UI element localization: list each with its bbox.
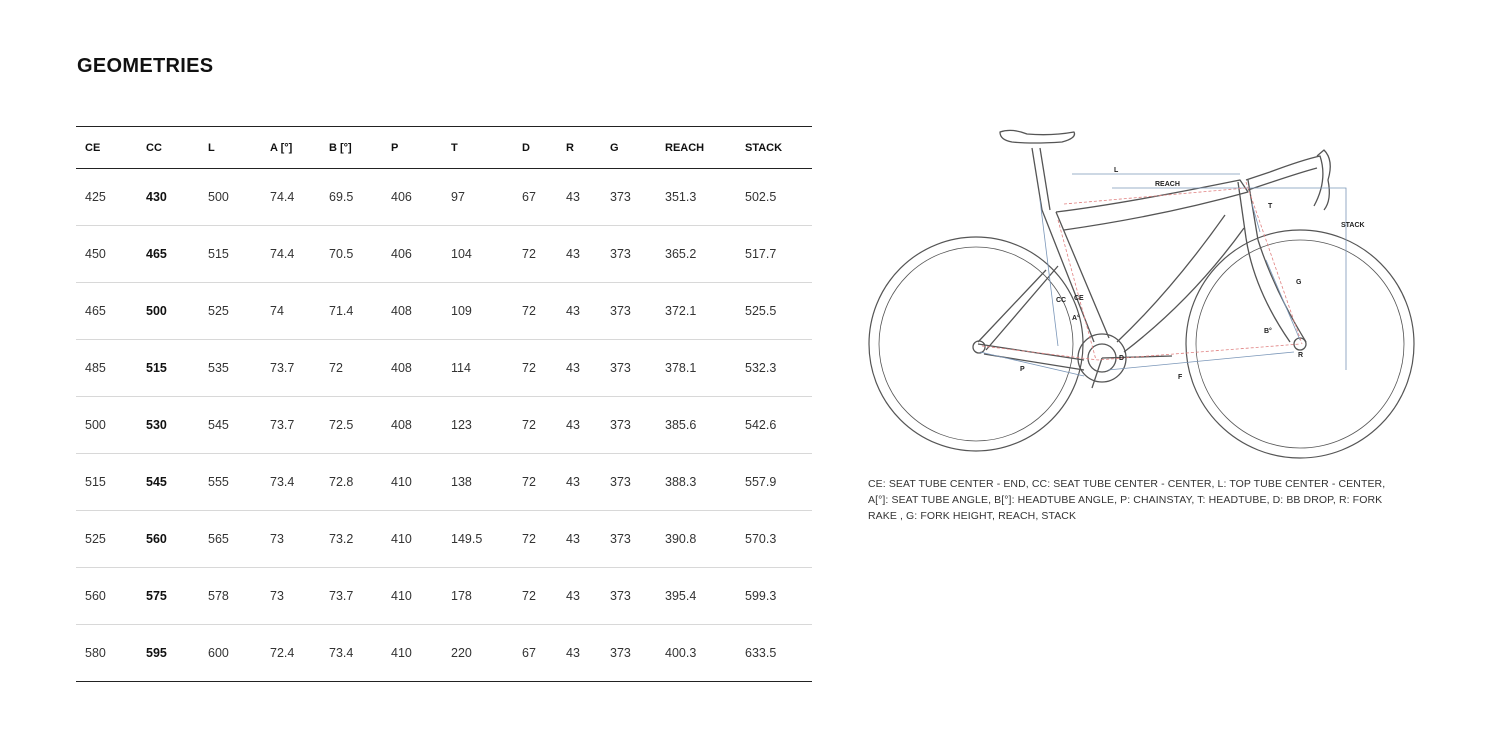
cell-cc: 515 (146, 361, 167, 375)
cell-b: 73.7 (329, 589, 354, 603)
cell-cc: 500 (146, 304, 167, 318)
cell-p: 408 (391, 418, 412, 432)
cell-cc: 430 (146, 190, 167, 204)
cell-stack: 542.6 (745, 418, 777, 432)
cell-b: 73.4 (329, 646, 354, 660)
cell-ce: 450 (85, 247, 106, 261)
cell-t: 97 (451, 190, 465, 204)
label-cc: CC (1056, 297, 1067, 304)
cell-ce: 485 (85, 361, 106, 375)
cell-cc: 465 (146, 247, 167, 261)
cell-r: 43 (566, 532, 580, 546)
cell-b: 72.5 (329, 418, 354, 432)
cell-p: 406 (391, 190, 412, 204)
cell-a: 73 (270, 532, 284, 546)
cell-d: 72 (522, 418, 536, 432)
cell-ce: 425 (85, 190, 106, 204)
cell-stack: 525.5 (745, 304, 777, 318)
cell-cc: 575 (146, 589, 167, 603)
table-header-row (76, 127, 812, 169)
cell-cc: 595 (146, 646, 167, 660)
label-reach: REACH (1155, 181, 1180, 188)
cell-ce: 525 (85, 532, 106, 546)
cell-r: 43 (566, 361, 580, 375)
cell-p: 408 (391, 361, 412, 375)
table-row (76, 568, 812, 625)
cell-cc: 560 (146, 532, 167, 546)
cell-p: 410 (391, 589, 412, 603)
cell-reach: 388.3 (665, 475, 697, 489)
table-row (76, 340, 812, 397)
cell-a: 73.7 (270, 418, 295, 432)
cell-r: 43 (566, 418, 580, 432)
label-f: F (1178, 374, 1183, 381)
cell-ce: 580 (85, 646, 106, 660)
cell-p: 410 (391, 532, 412, 546)
cell-reach: 351.3 (665, 190, 697, 204)
cell-l: 525 (208, 304, 229, 318)
table-row (76, 283, 812, 340)
table-row (76, 625, 812, 682)
front-wheel (1186, 230, 1414, 458)
cell-ce: 465 (85, 304, 106, 318)
cell-l: 500 (208, 190, 229, 204)
cell-t: 109 (451, 304, 472, 318)
diagram-labels (1020, 167, 1365, 381)
col-header-d: D (513, 127, 557, 169)
cell-r: 43 (566, 247, 580, 261)
label-r: R (1298, 352, 1304, 359)
col-header-a: A [°] (261, 127, 320, 169)
cell-a: 74.4 (270, 247, 295, 261)
cell-ce: 515 (85, 475, 106, 489)
rear-wheel (869, 237, 1083, 451)
label-d: D (1119, 355, 1125, 362)
cell-d: 72 (522, 304, 536, 318)
cell-a: 73.7 (270, 361, 295, 375)
cell-d: 67 (522, 190, 536, 204)
col-header-cc: CC (137, 127, 199, 169)
page-title: GEOMETRIES (77, 55, 214, 77)
cell-g: 373 (610, 361, 631, 375)
cell-r: 43 (566, 646, 580, 660)
col-header-t: T (442, 127, 513, 169)
cell-g: 373 (610, 418, 631, 432)
bike-geometry-diagram (862, 120, 1422, 465)
cell-reach: 390.8 (665, 532, 697, 546)
table-row (76, 511, 812, 568)
col-header-g: G (601, 127, 656, 169)
cell-stack: 532.3 (745, 361, 777, 375)
cell-cc: 545 (146, 475, 167, 489)
cell-stack: 570.3 (745, 532, 777, 546)
cell-g: 373 (610, 532, 631, 546)
cell-d: 72 (522, 247, 536, 261)
cell-l: 600 (208, 646, 229, 660)
cell-a: 74 (270, 304, 284, 318)
cell-l: 535 (208, 361, 229, 375)
cell-b: 72 (329, 361, 343, 375)
cell-r: 43 (566, 589, 580, 603)
cell-reach: 378.1 (665, 361, 697, 375)
cell-reach: 385.6 (665, 418, 697, 432)
cell-cc: 530 (146, 418, 167, 432)
cell-p: 410 (391, 475, 412, 489)
col-header-l: L (199, 127, 261, 169)
cell-stack: 633.5 (745, 646, 777, 660)
table-row (76, 454, 812, 511)
cell-a: 73 (270, 589, 284, 603)
table-row (76, 397, 812, 454)
label-g: G (1296, 279, 1302, 286)
cell-stack: 517.7 (745, 247, 777, 261)
cell-g: 373 (610, 247, 631, 261)
cell-t: 123 (451, 418, 472, 432)
cell-g: 373 (610, 646, 631, 660)
cell-a: 73.4 (270, 475, 295, 489)
cell-b: 71.4 (329, 304, 354, 318)
cell-d: 72 (522, 475, 536, 489)
cell-ce: 500 (85, 418, 106, 432)
col-header-b: B [°] (320, 127, 382, 169)
label-l: L (1114, 167, 1119, 174)
cell-stack: 599.3 (745, 589, 777, 603)
col-header-p: P (382, 127, 442, 169)
table-row (76, 169, 812, 226)
cell-a: 74.4 (270, 190, 295, 204)
col-header-reach: REACH (656, 127, 736, 169)
label-a: A° (1072, 315, 1080, 322)
label-t: T (1268, 203, 1273, 210)
geometry-table (76, 126, 812, 682)
col-header-r: R (557, 127, 601, 169)
cell-d: 72 (522, 361, 536, 375)
bike-frame (973, 130, 1330, 388)
label-ce: CE (1074, 295, 1084, 302)
cell-t: 178 (451, 589, 472, 603)
label-stack: STACK (1341, 222, 1365, 229)
cell-p: 408 (391, 304, 412, 318)
cell-t: 114 (451, 361, 471, 375)
cell-b: 73.2 (329, 532, 354, 546)
table-row (76, 226, 812, 283)
label-b: B° (1264, 328, 1272, 335)
cell-t: 149.5 (451, 532, 483, 546)
cell-ce: 560 (85, 589, 106, 603)
cell-p: 406 (391, 247, 412, 261)
cell-g: 373 (610, 475, 631, 489)
cell-r: 43 (566, 475, 580, 489)
cell-l: 578 (208, 589, 229, 603)
cell-l: 555 (208, 475, 229, 489)
cell-t: 220 (451, 646, 472, 660)
cell-reach: 372.1 (665, 304, 697, 318)
geometry-legend: CE: SEAT TUBE CENTER - END, CC: SEAT TUBE CENTER - CENTER, L: TOP TUBE CENTER - CENTER, A[°]: SEAT TUBE ANGLE, B[°]: HEADTUBE ANGLE, P: CHAINSTAY, T: HEADTUBE, D: BB DROP, R: FORK RAKE , G: FORK HEIGHT, REACH, STACK (868, 478, 1386, 522)
col-header-ce: CE (76, 127, 137, 169)
cell-l: 515 (208, 247, 229, 261)
cell-b: 70.5 (329, 247, 354, 261)
cell-d: 72 (522, 589, 536, 603)
cell-a: 72.4 (270, 646, 295, 660)
cell-g: 373 (610, 190, 631, 204)
cell-g: 373 (610, 304, 631, 318)
cell-g: 373 (610, 589, 631, 603)
label-p: P (1020, 366, 1025, 373)
cell-l: 545 (208, 418, 229, 432)
col-header-stack: STACK (736, 127, 812, 169)
cell-reach: 395.4 (665, 589, 697, 603)
cell-b: 72.8 (329, 475, 354, 489)
cell-stack: 557.9 (745, 475, 777, 489)
cell-b: 69.5 (329, 190, 354, 204)
cell-reach: 365.2 (665, 247, 697, 261)
cell-p: 410 (391, 646, 412, 660)
cell-stack: 502.5 (745, 190, 777, 204)
cell-d: 72 (522, 532, 536, 546)
cell-reach: 400.3 (665, 646, 697, 660)
cell-r: 43 (566, 304, 580, 318)
dimension-lines (980, 174, 1346, 376)
cell-d: 67 (522, 646, 536, 660)
cell-t: 104 (451, 247, 472, 261)
cell-l: 565 (208, 532, 229, 546)
cell-r: 43 (566, 190, 580, 204)
cell-t: 138 (451, 475, 472, 489)
